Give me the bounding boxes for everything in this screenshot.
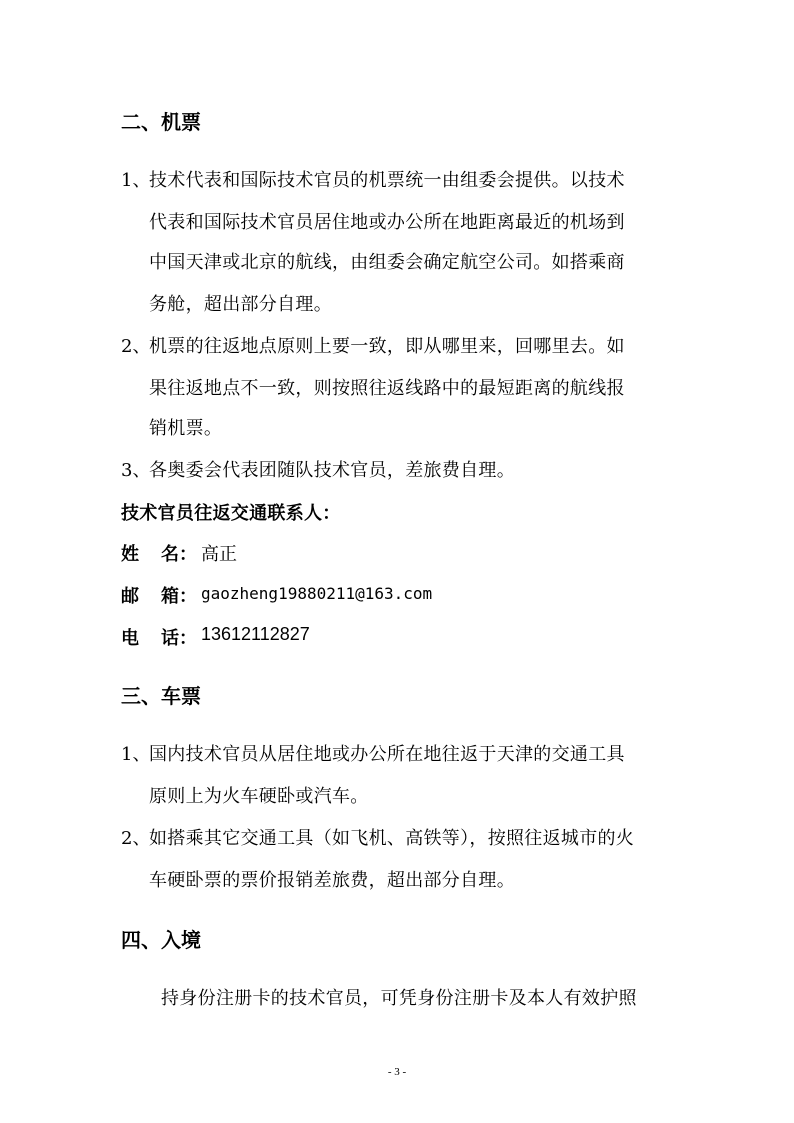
paragraph-line: 技术代表和国际技术官员的机票统一由组委会提供。以技术 <box>149 170 625 191</box>
item-number: 1、 <box>121 744 151 765</box>
contact-email-label: 邮 箱： <box>121 586 197 607</box>
item-number: 3、 <box>121 460 151 481</box>
page-number: - 3 - <box>387 1066 407 1078</box>
contact-name-value: 高正 <box>201 544 237 565</box>
contact-title: 技术官员往返交通联系人： <box>121 503 341 524</box>
contact-name-label: 姓 名： <box>121 544 197 565</box>
section-heading-train-tickets: 三、车票 <box>121 684 201 708</box>
paragraph-line: 机票的往返地点原则上要一致，即从哪里来，回哪里去。如 <box>149 336 625 357</box>
paragraph-line: 中国天津或北京的航线，由组委会确定航空公司。如搭乘商 <box>149 252 625 273</box>
section-heading-entry: 四、入境 <box>121 928 201 952</box>
paragraph-line: 销机票。 <box>149 418 223 439</box>
paragraph-line: 代表和国际技术官员居住地或办公所在地距离最近的机场到 <box>149 212 625 233</box>
item-number: 1、 <box>121 170 151 191</box>
paragraph-line: 如搭乘其它交通工具（如飞机、高铁等），按照往返城市的火 <box>149 828 635 849</box>
contact-email-value: gaozheng19880211@163.com <box>201 584 433 603</box>
paragraph-line: 果往返地点不一致，则按照往返线路中的最短距离的航线报 <box>149 378 625 399</box>
paragraph-line: 原则上为火车硬卧或汽车。 <box>149 786 369 807</box>
contact-phone-value: 13612112827 <box>201 624 310 644</box>
paragraph-line: 各奥委会代表团随队技术官员，差旅费自理。 <box>149 460 515 481</box>
item-number: 2、 <box>121 336 151 357</box>
paragraph-line: 务舱，超出部分自理。 <box>149 294 332 315</box>
paragraph-line: 国内技术官员从居住地或办公所在地往返于天津的交通工具 <box>149 744 625 765</box>
paragraph-line: 车硬卧票的票价报销差旅费，超出部分自理。 <box>149 870 515 891</box>
item-number: 2、 <box>121 828 151 849</box>
contact-phone-label: 电 话： <box>121 628 197 649</box>
section-heading-tickets: 二、机票 <box>121 110 201 134</box>
paragraph-line: 持身份注册卡的技术官员，可凭身份注册卡及本人有效护照 <box>161 988 637 1009</box>
